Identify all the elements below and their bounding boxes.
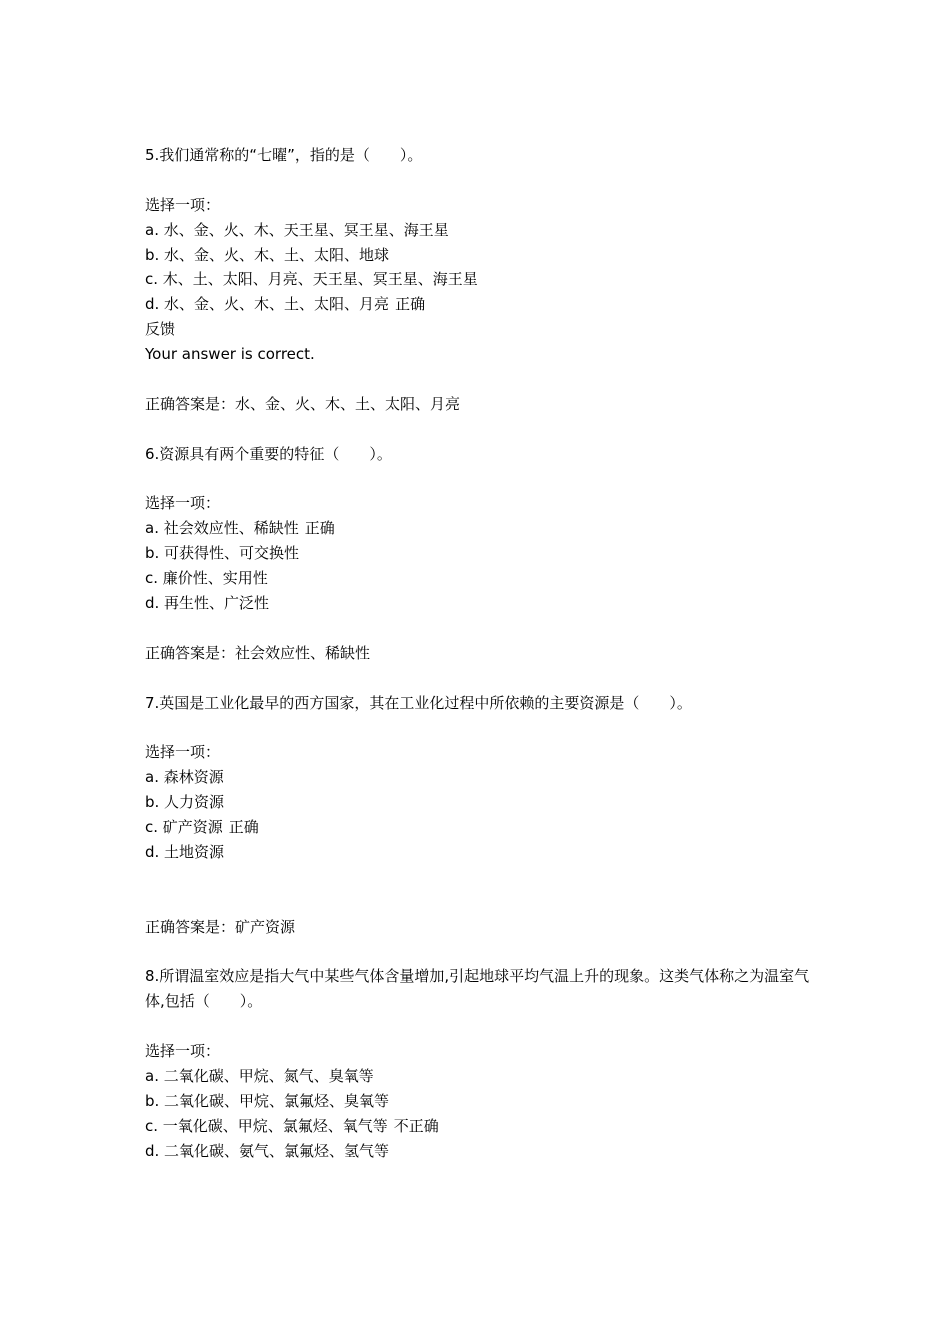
option-c[interactable] [145, 815, 825, 840]
option-mark: 正确 [228, 818, 259, 837]
question-7 [145, 691, 825, 965]
question-stem: 6.资源具有两个重要的特征（ ）。 [145, 444, 392, 463]
option-a[interactable] [145, 765, 825, 790]
option-text: c. 廉价性、实用性 [145, 569, 268, 588]
option-d[interactable] [145, 591, 825, 616]
feedback-text: Your answer is correct. [145, 345, 315, 364]
choose-prompt: 选择一项： [145, 1042, 221, 1061]
question-6 [145, 442, 825, 691]
option-c[interactable] [145, 566, 825, 591]
question-stem: 7.英国是工业化最早的西方国家，其在工业化过程中所依赖的主要资源是（ ）。 [145, 693, 692, 712]
option-text: b. 水、金、火、木、土、太阳、地球 [145, 245, 390, 264]
question-8 [145, 964, 825, 1163]
choose-prompt: 选择一项： [145, 195, 221, 214]
option-d[interactable] [145, 840, 825, 865]
choose-prompt: 选择一项： [145, 743, 221, 762]
option-text: a. 水、金、火、木、天王星、冥王星、海王星 [145, 220, 449, 239]
option-d[interactable] [145, 292, 825, 317]
option-text: d. 二氧化碳、氨气、氯氟烃、氢气等 [145, 1141, 390, 1160]
option-b[interactable] [145, 243, 825, 268]
feedback-label: 反馈 [145, 320, 176, 339]
option-text: a. 社会效应性、稀缺性 [145, 519, 299, 538]
option-text: a. 二氧化碳、甲烷、氮气、臭氧等 [145, 1067, 374, 1085]
option-a[interactable] [145, 1064, 825, 1089]
option-mark: 正确 [304, 519, 335, 538]
option-text: d. 土地资源 [145, 842, 225, 861]
option-mark: 正确 [395, 295, 426, 314]
option-text: b. 可获得性、可交换性 [145, 544, 300, 563]
question-5 [145, 143, 825, 442]
option-mark: 不正确 [393, 1116, 439, 1135]
option-text: a. 森林资源 [145, 768, 224, 787]
option-b[interactable] [145, 1089, 825, 1114]
correct-answer: 正确答案是：社会效应性、稀缺性 [145, 643, 371, 662]
option-text: c. 木、土、太阳、月亮、天王星、冥王星、海王星 [145, 270, 478, 289]
question-stem: 8.所谓温室效应是指大气中某些气体含量增加,引起地球平均气温上升的现象。这类气体称之为温室气体,包括（ ）。 [145, 967, 810, 1011]
option-text: d. 水、金、火、木、土、太阳、月亮 [145, 295, 390, 314]
option-text: b. 人力资源 [145, 793, 225, 812]
option-text: c. 矿产资源 [145, 818, 223, 837]
question-stem: 5.我们通常称的“七曜”，指的是（ ）。 [145, 146, 423, 164]
option-b[interactable] [145, 541, 825, 566]
option-c[interactable] [145, 1114, 825, 1139]
option-c[interactable] [145, 267, 825, 292]
quiz-document [145, 143, 825, 1164]
option-d[interactable] [145, 1139, 825, 1164]
option-a[interactable] [145, 218, 825, 243]
option-text: b. 二氧化碳、甲烷、氯氟烃、臭氧等 [145, 1091, 390, 1110]
correct-answer: 正确答案是：水、金、火、木、土、太阳、月亮 [145, 394, 461, 413]
choose-prompt: 选择一项： [145, 494, 221, 513]
option-b[interactable] [145, 790, 825, 815]
option-a[interactable] [145, 516, 825, 541]
correct-answer: 正确答案是：矿产资源 [145, 917, 296, 936]
option-text: d. 再生性、广泛性 [145, 594, 270, 613]
option-text: c. 一氧化碳、甲烷、氯氟烃、氧气等 [145, 1116, 388, 1135]
